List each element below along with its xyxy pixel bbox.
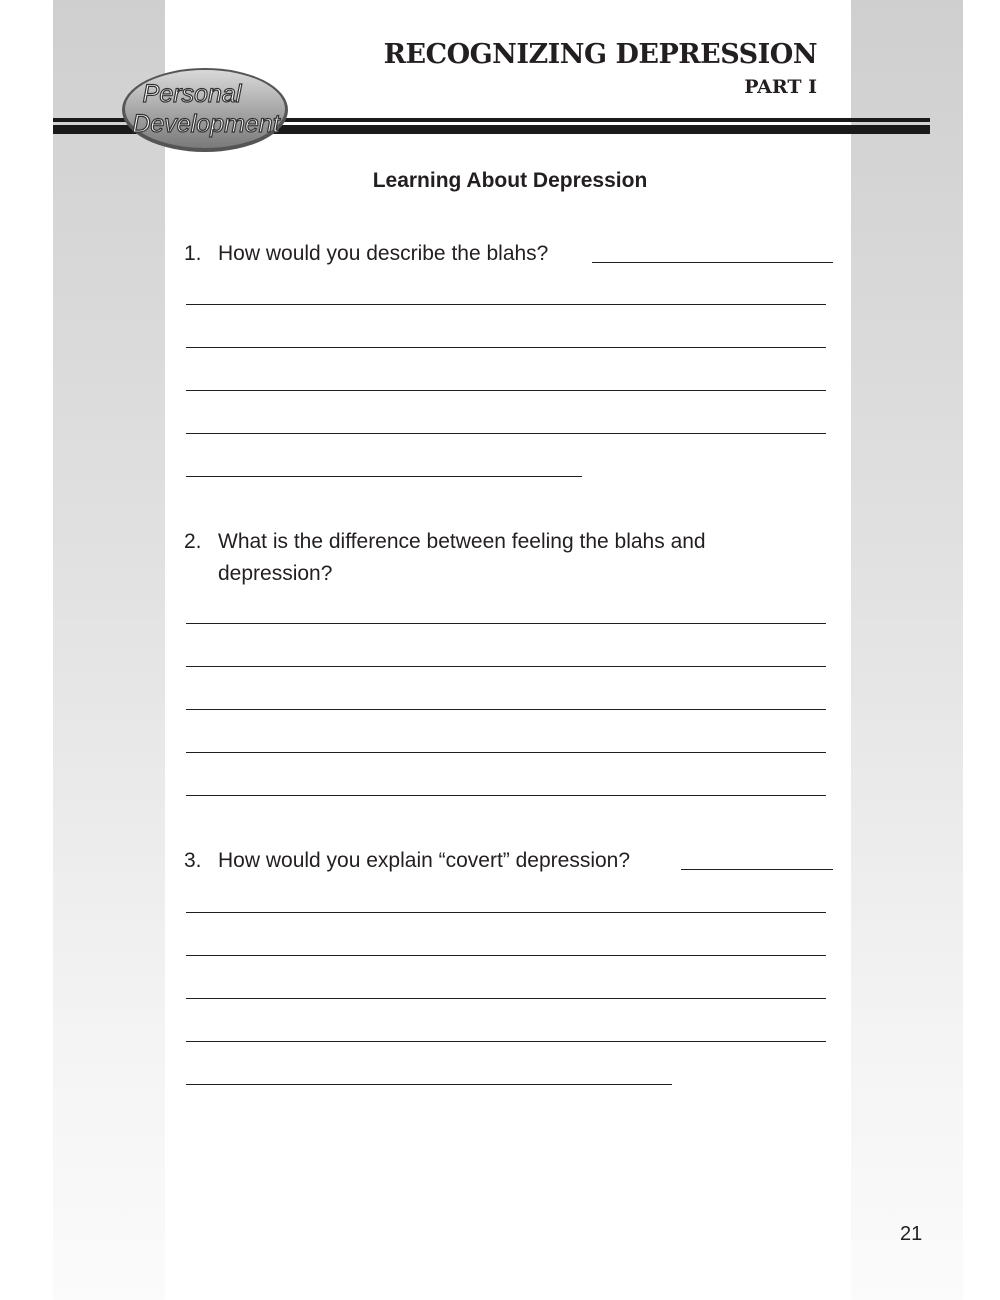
section-heading: Learning About Depression xyxy=(372,169,648,192)
answer-blank-inline[interactable] xyxy=(592,262,833,263)
page-number: 21 xyxy=(900,1223,923,1245)
answer-line[interactable] xyxy=(186,955,826,956)
question-number: 1. xyxy=(184,242,202,265)
answer-line[interactable] xyxy=(186,752,826,753)
question-text: How would you describe the blahs? xyxy=(218,242,549,265)
answer-line[interactable] xyxy=(186,795,826,796)
page-title: RECOGNIZING DEPRESSION xyxy=(383,39,817,70)
answer-line[interactable] xyxy=(186,709,826,710)
page-subtitle: PART I xyxy=(744,76,817,98)
question-text: How would you explain “covert” depression? xyxy=(218,849,631,872)
left-gray-band xyxy=(53,0,165,1300)
answer-blank-inline[interactable] xyxy=(681,869,833,870)
badge-word-development: Development xyxy=(132,110,280,138)
question-2 xyxy=(184,528,706,556)
answer-line[interactable] xyxy=(186,347,826,348)
answer-line[interactable] xyxy=(186,1041,826,1042)
answer-line[interactable] xyxy=(186,1084,672,1085)
badge-word-personal: Personal xyxy=(142,80,242,108)
question-3 xyxy=(184,847,630,875)
answer-line[interactable] xyxy=(186,390,826,391)
answer-line[interactable] xyxy=(186,623,826,624)
answer-line[interactable] xyxy=(186,666,826,667)
question-1 xyxy=(184,240,548,268)
question-text: What is the difference between feeling the blahs and xyxy=(218,530,706,553)
answer-line[interactable] xyxy=(186,912,826,913)
question-number: 3. xyxy=(184,849,202,872)
right-gray-band xyxy=(851,0,963,1300)
answer-line[interactable] xyxy=(186,998,826,999)
question-text-continuation: depression? xyxy=(218,562,333,585)
answer-line[interactable] xyxy=(186,433,826,434)
personal-development-badge xyxy=(120,66,290,154)
question-number: 2. xyxy=(184,530,202,553)
answer-line[interactable] xyxy=(186,304,826,305)
answer-line[interactable] xyxy=(186,476,582,477)
